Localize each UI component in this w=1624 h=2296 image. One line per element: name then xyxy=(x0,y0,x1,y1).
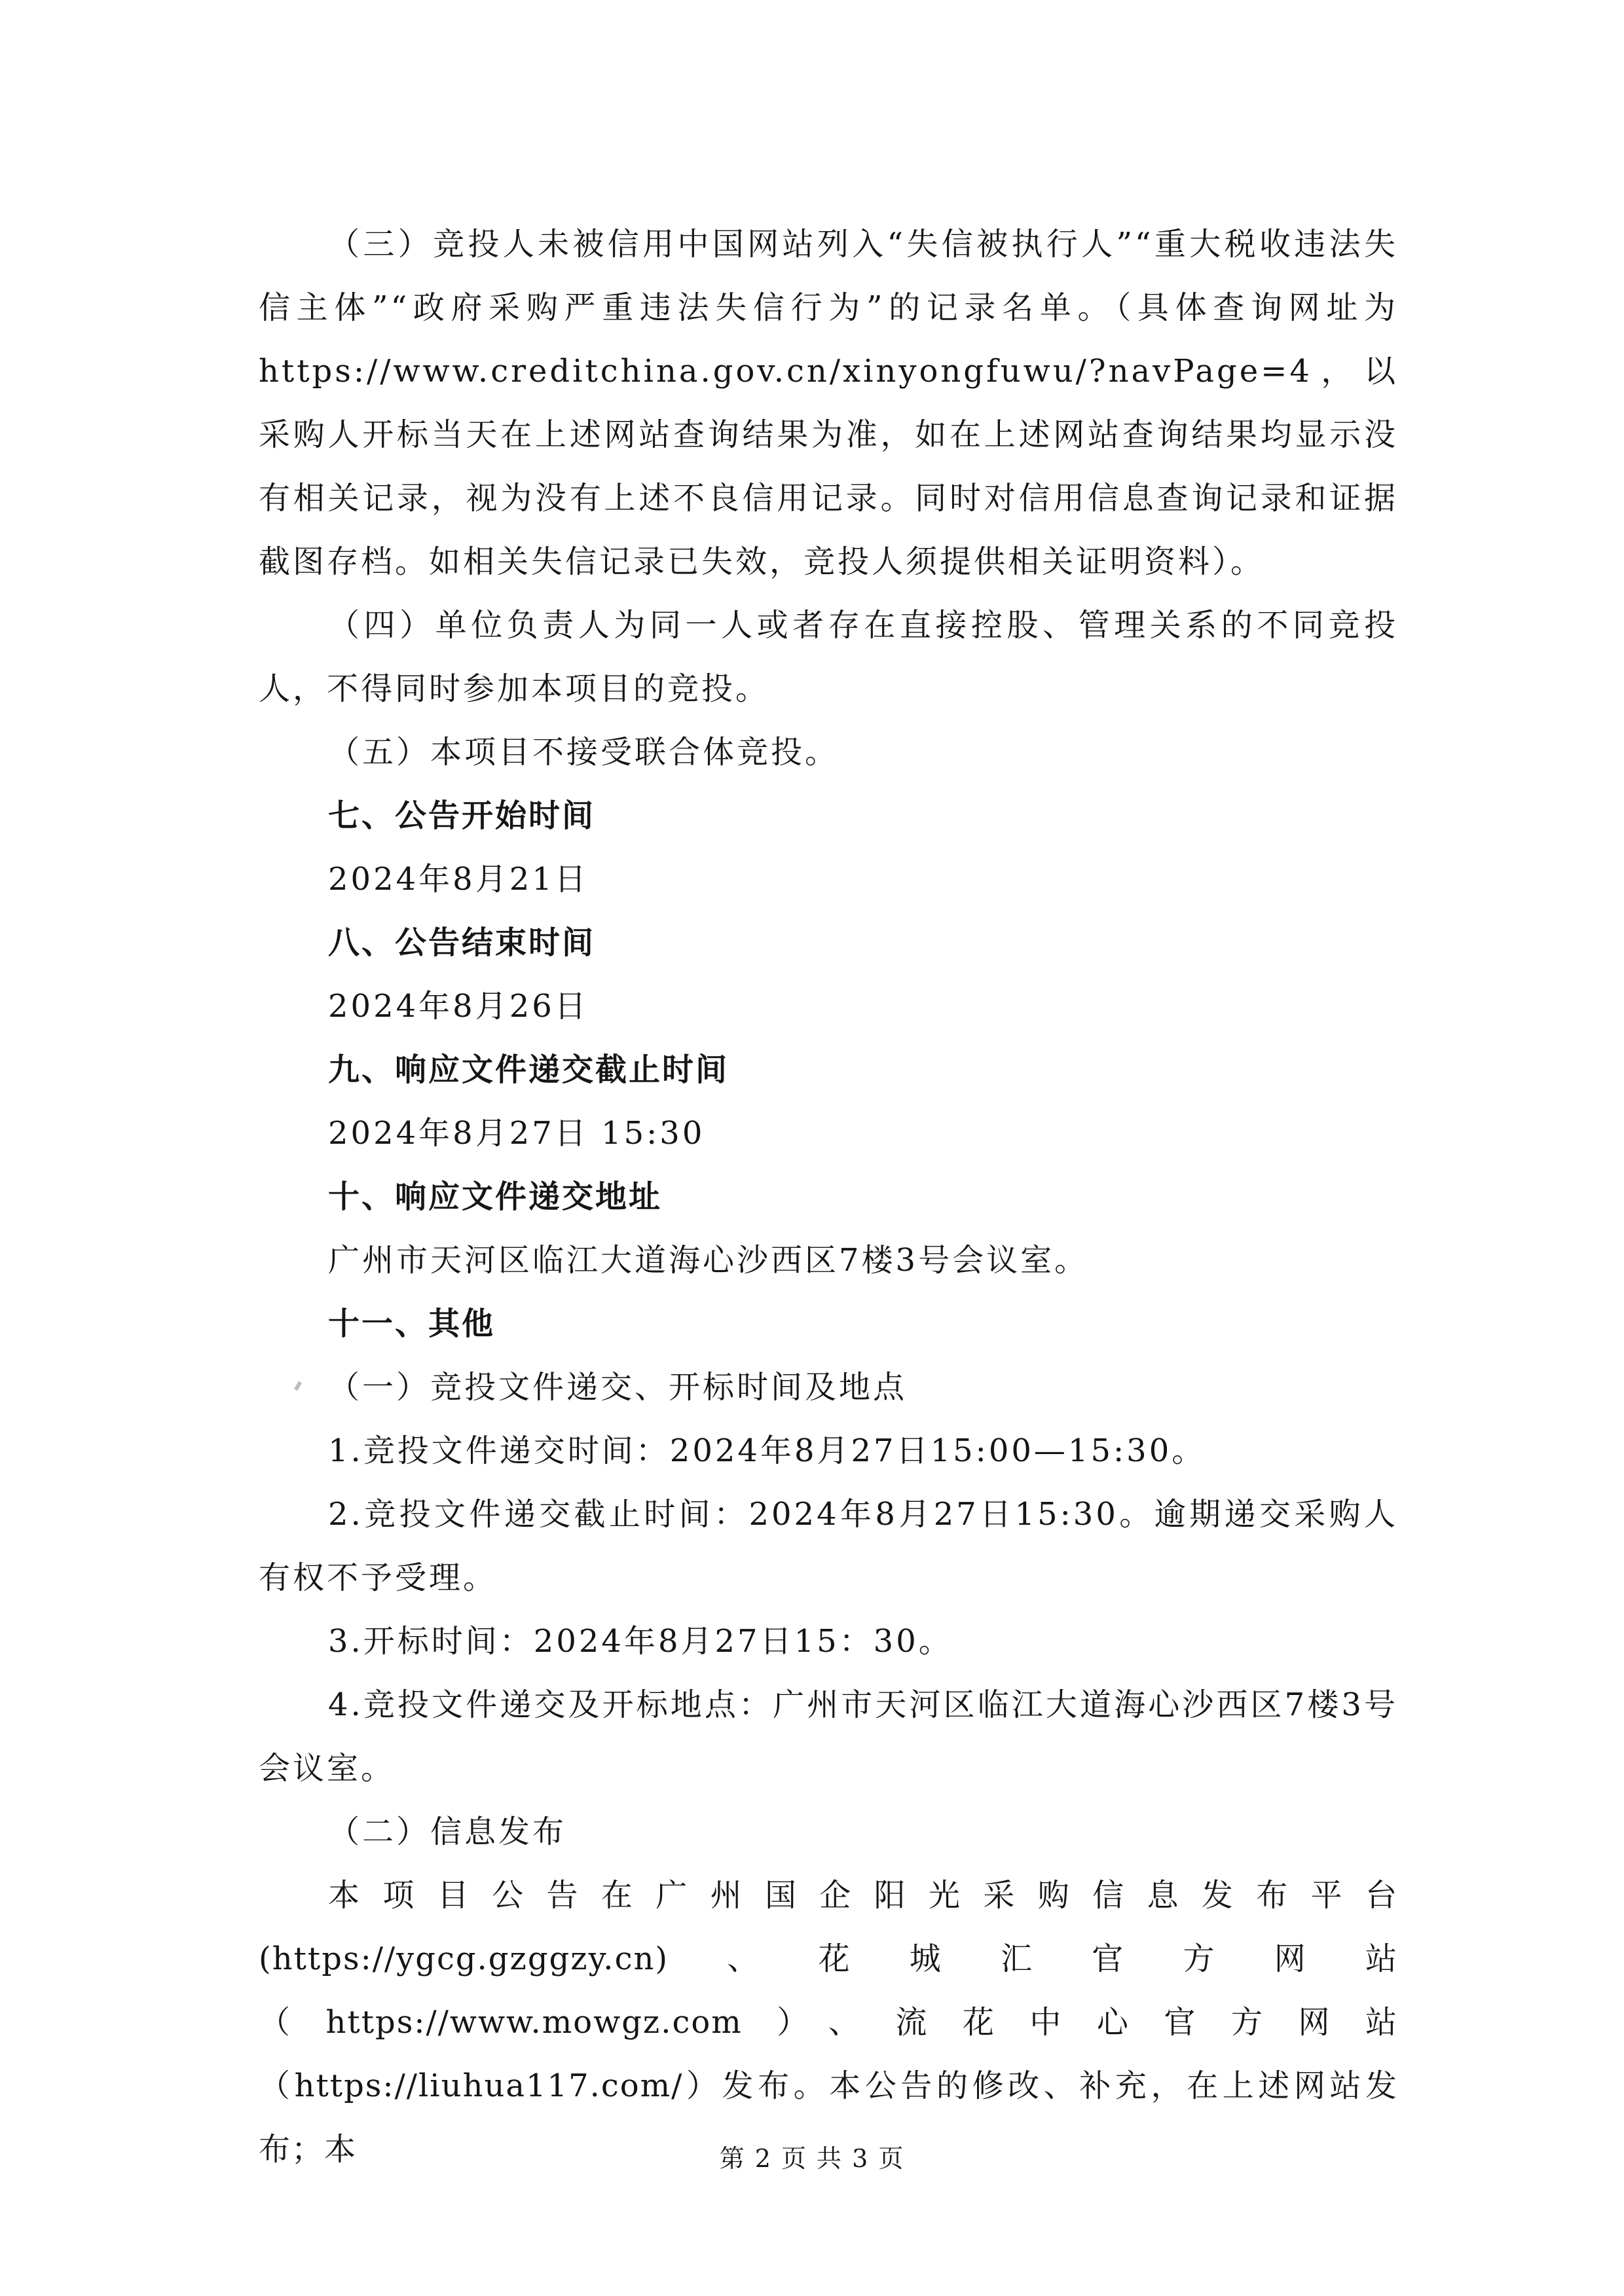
notice-start-date: 2024年8月21日 xyxy=(328,861,589,898)
item-submission-deadline: 2.竞投文件递交截止时间：2024年8月27日15:30。逾期递交采购人有权不予受理。 xyxy=(259,1496,1398,1596)
notice-end-date: 2024年8月26日 xyxy=(328,988,589,1025)
page-number-footer: 第 2 页 共 3 页 xyxy=(719,2144,905,2173)
submission-deadline-value: 2024年8月27日 15:30 xyxy=(328,1115,705,1152)
heading-other: 十一、其他 xyxy=(328,1305,496,1342)
submission-address-value: 广州市天河区临江大道海心沙西区7楼3号会议室。 xyxy=(328,1242,1089,1279)
item-submission-time: 1.竞投文件递交时间：2024年8月27日15:00—15:30。 xyxy=(328,1432,1206,1469)
document-body xyxy=(259,213,1398,2181)
item-submission-location: 4.竞投文件递交及开标地点：广州市天河区临江大道海心沙西区7楼3号会议室。 xyxy=(259,1686,1398,1787)
paragraph-publication-sites: 本项目公告在广州国企阳光采购信息发布平台(https://ygcg.gzggzy.cn)、花城汇官方网站（https://www.mowgz.com）、流花中心官方网站（https://liuhua117.com/）发布。本公告的修改、补充，在上述网站发布；本 xyxy=(259,1877,1398,2168)
heading-notice-start: 七、公告开始时间 xyxy=(328,797,596,834)
heading-submission-deadline: 九、响应文件递交截止时间 xyxy=(328,1051,729,1088)
subheading-information-release: （二）信息发布 xyxy=(328,1813,567,1850)
paragraph-credit-requirement: （三）竞投人未被信用中国网站列入“失信被执行人”“重大税收违法失信主体”“政府采购严重违法失信行为”的记录名单。（具体查询网址为https://www.creditchina.gov.cn/xinyongfuwu/?navPage=4，以采购人开标当天在上述网站查询结果为准，如在上述网站查询结果均显示没有相关记录，视为没有上述不良信用记录。同时对信用信息查询记录和证据截图存档。如相关失信记录已失效，竞投人须提供相关证明资料）。 xyxy=(259,226,1398,580)
heading-notice-end: 八、公告结束时间 xyxy=(328,924,596,961)
paragraph-no-consortium: （五）本项目不接受联合体竞投。 xyxy=(328,734,840,771)
item-opening-time: 3.开标时间：2024年8月27日15：30。 xyxy=(328,1623,953,1660)
heading-submission-address: 十、响应文件递交地址 xyxy=(328,1178,663,1215)
paragraph-related-bidders: （四）单位负责人为同一人或者存在直接控股、管理关系的不同竞投人，不得同时参加本项目的竞投。 xyxy=(259,607,1398,707)
subheading-submission-opening: （一）竞投文件递交、开标时间及地点 xyxy=(328,1369,908,1406)
